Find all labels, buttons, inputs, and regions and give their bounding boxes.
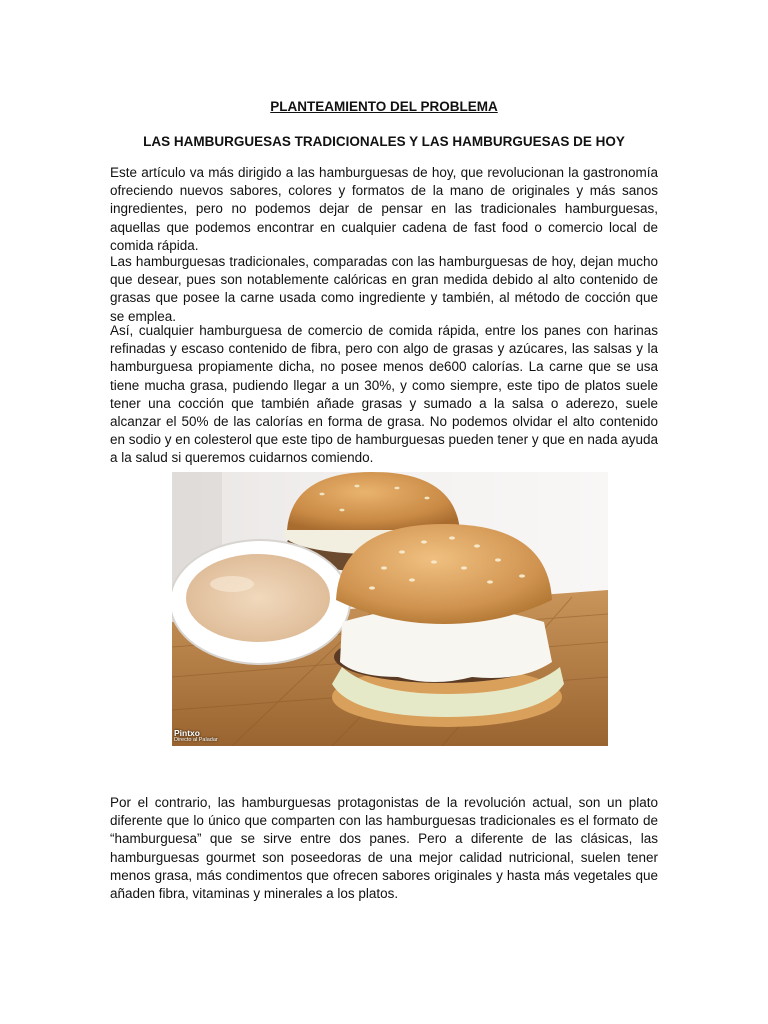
paragraph-2: Las hamburguesas tradicionales, comparadas con las hamburguesas de hoy, dejan mucho que desear, pues son notablemente calóricas en gran medida debido al alto contenido de grasas que posee la carne usada como ingrediente y también, al método de cocción que se emplea. <box>110 254 658 324</box>
burger-photo <box>172 472 608 746</box>
paragraph-3: Así, cualquier hamburguesa de comercio de comida rápida, entre los panes con harinas refinadas y escaso contenido de fibra, pero con algo de grasas y azúcares, las salsas y la hamburguesa propiamente dicha, no posee menos de600 calorías. La carne que se usa tiene mucha grasa, pudiendo llegar a un 30%, y como siempre, este tipo de platos suele tener una cocción que también añade grasas y sumado a la salsa o aderezo, suele alcanzar el 50% de las calorías en forma de grasa. No podemos olvidar el alto contenido en sodio y en colesterol que este tipo de hamburguesas pueden tener y que en nada ayuda a la salud si queremos cuidarnos comiendo. <box>110 323 658 466</box>
watermark-brand: Pintxo <box>174 728 200 739</box>
document-title: PLANTEAMIENTO DEL PROBLEMA <box>270 99 498 114</box>
document-subtitle: LAS HAMBURGUESAS TRADICIONALES Y LAS HAMBURGUESAS DE HOY <box>143 134 625 149</box>
burger-photo-icon <box>172 472 608 746</box>
photo-watermark <box>174 729 218 744</box>
paragraph-4: Por el contrario, las hamburguesas protagonistas de la revolución actual, son un plato diferente que lo único que comparten con las hamburguesas tradicionales es el formato de “hamburguesa” que se sirve entre dos panes. Pero a diferente de las clásicas, las hamburguesas gourmet son poseedoras de una mejor calidad nutricional, suelen tener menos grasa, más condimentos que ofrecen sabores originales y hasta más vegetales que añaden fibra, vitaminas y minerales a los platos. <box>110 795 658 902</box>
paragraph-1: Este artículo va más dirigido a las hamburguesas de hoy, que revolucionan la gastronomía ofreciendo nuevos sabores, colores y formatos de la mano de originales y más sanos ingredientes, pero no podemos dejar de pensar en las tradicionales hamburguesas, aquellas que podemos encontrar en cualquier cadena de fast food o comercio local de comida rápida. <box>110 165 658 253</box>
watermark-source: Directo al Paladar <box>174 737 218 744</box>
